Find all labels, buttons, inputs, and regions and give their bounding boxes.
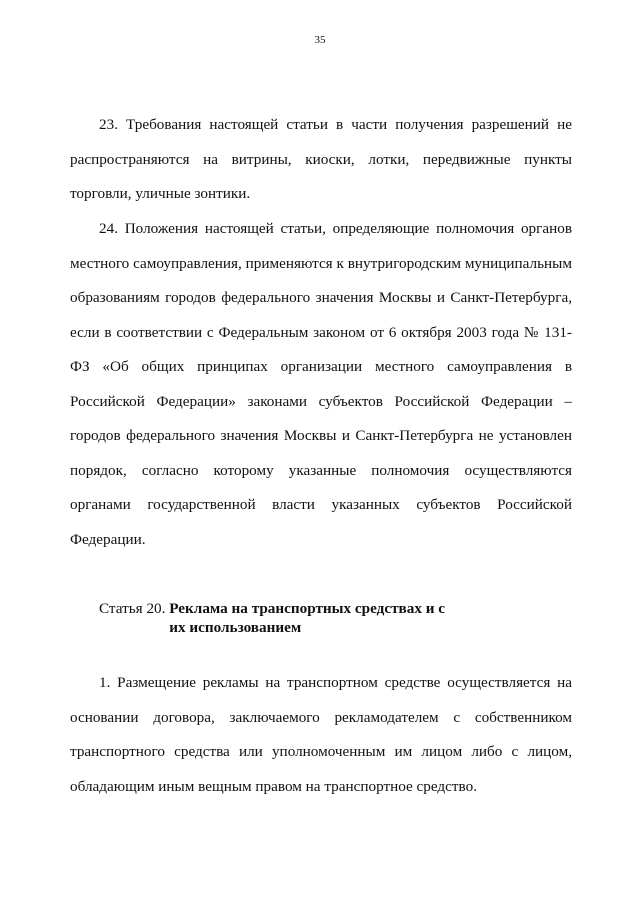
paragraph-24: 24. Положения настоящей статьи, определяющие полномочия органов местного самоуправления, применяются к внутригородским муниципальным образованиям городов федерального значения Москвы и Санкт-Петербурга, если в соответствии с Федеральным законом от 6 октября 2003 года № 131-ФЗ «Об общих принципах организации местного самоуправления в Российской Федерации» законами субъектов Российской Федерации – городов федерального значения Москвы и Санкт-Петербурга не установлен порядок, согласно которому указанные полномочия осуществляются органами государственной власти указанных субъектов Российской Федерации. xyxy=(70,220,572,548)
page-number: 35 xyxy=(314,34,326,46)
paragraph-23: 23. Требования настоящей статьи в части получения разрешений не распространяются на витрины, киоски, лотки, передвижные пункты торговли, уличные зонтики. xyxy=(70,116,572,202)
article-paragraph-1: 1. Размещение рекламы на транспортном средстве осуществляется на основании договора, заключаемого рекламодателем с собственником транспортного средства или уполномоченным им лицом либо с лицом, обладающим иным вещным правом на транспортное средство. xyxy=(70,674,572,795)
article-number: Статья 20. xyxy=(99,600,166,617)
article-title: Реклама на транспортных средствах и с их использованием xyxy=(169,600,446,636)
article-heading xyxy=(99,599,519,637)
